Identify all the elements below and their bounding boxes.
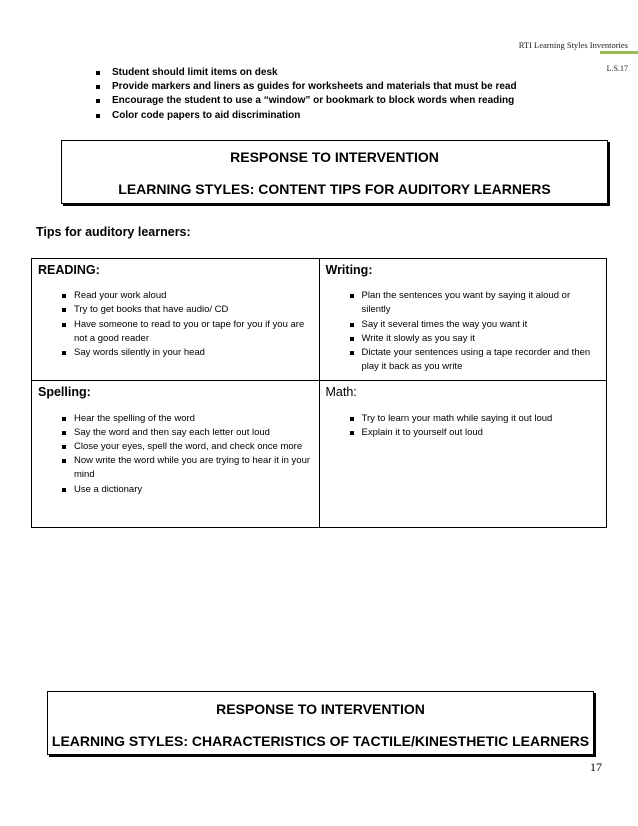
list-item: Say the word and then say each letter out loud [38,426,313,440]
square-bullet-icon [350,417,354,421]
square-bullet-icon [96,71,100,75]
cell-math [319,381,607,528]
square-bullet-icon [62,351,66,355]
list-item: Provide markers and liners as guides for worksheets and materials that must be read [92,80,517,94]
list-item: Say it several times the way you want it [326,318,601,332]
tips-table [31,258,607,528]
strategy-list [92,66,517,123]
list-item: Color code papers to aid discrimination [92,109,517,123]
list-item: Try to get books that have audio/ CD [38,303,313,317]
list-item: Write it slowly as you say it [326,332,601,346]
list-item: Say words silently in your head [38,346,313,360]
cell-spelling [32,381,320,528]
square-bullet-icon [96,99,100,103]
cell-writing [319,259,607,381]
cell-title-reading: READING: [38,263,100,277]
square-bullet-icon [62,308,66,312]
list-item: Dictate your sentences using a tape recorder and then play it back as you write [326,346,601,374]
section-title-line2: LEARNING STYLES: CONTENT TIPS FOR AUDITORY LEARNERS [118,181,551,197]
square-bullet-icon [96,85,100,89]
cell-title-writing: Writing: [325,263,373,277]
list-item: Have someone to read to you or tape for you if you are not a good reader [38,318,313,346]
list-item: Student should limit items on desk [92,66,517,80]
section-title-line1: RESPONSE TO INTERVENTION [230,149,439,165]
list-item: Use a dictionary [38,483,313,497]
list-item: Close your eyes, spell the word, and check once more [38,440,313,454]
square-bullet-icon [62,445,66,449]
section-title-line2: LEARNING STYLES: CHARACTERISTICS OF TACTILE/KINESTHETIC LEARNERS [51,733,590,749]
cell-reading [32,259,320,381]
square-bullet-icon [62,294,66,298]
list-item: Encourage the student to use a “window” or bookmark to block words when reading [92,94,517,108]
page-number: 17 [590,760,602,774]
section-title-box-auditory [61,140,608,204]
list-item: Now write the word while you are trying to hear it in your mind [38,454,313,482]
list-item: Hear the spelling of the word [38,412,313,426]
header-accent-rule [600,51,638,54]
square-bullet-icon [350,431,354,435]
square-bullet-icon [62,417,66,421]
section-title-line1: RESPONSE TO INTERVENTION [216,701,425,717]
list-item: Try to learn your math while saying it out loud [326,412,601,426]
square-bullet-icon [350,351,354,355]
square-bullet-icon [350,337,354,341]
list-item: Read your work aloud [38,289,313,303]
list-item: Explain it to yourself out loud [326,426,601,440]
square-bullet-icon [350,294,354,298]
square-bullet-icon [96,114,100,118]
square-bullet-icon [62,459,66,463]
section-title-box-tactile [47,691,594,755]
square-bullet-icon [62,323,66,327]
list-item: Plan the sentences you want by saying it aloud or silently [326,289,601,317]
document-header-title: RTI Learning Styles Inventories [518,40,628,50]
square-bullet-icon [62,431,66,435]
square-bullet-icon [350,323,354,327]
tips-heading: Tips for auditory learners: [36,225,191,239]
cell-title-spelling: Spelling: [38,385,91,400]
page-code: L.S.17 [606,64,628,73]
square-bullet-icon [62,488,66,492]
cell-title-math: Math: [325,385,357,400]
